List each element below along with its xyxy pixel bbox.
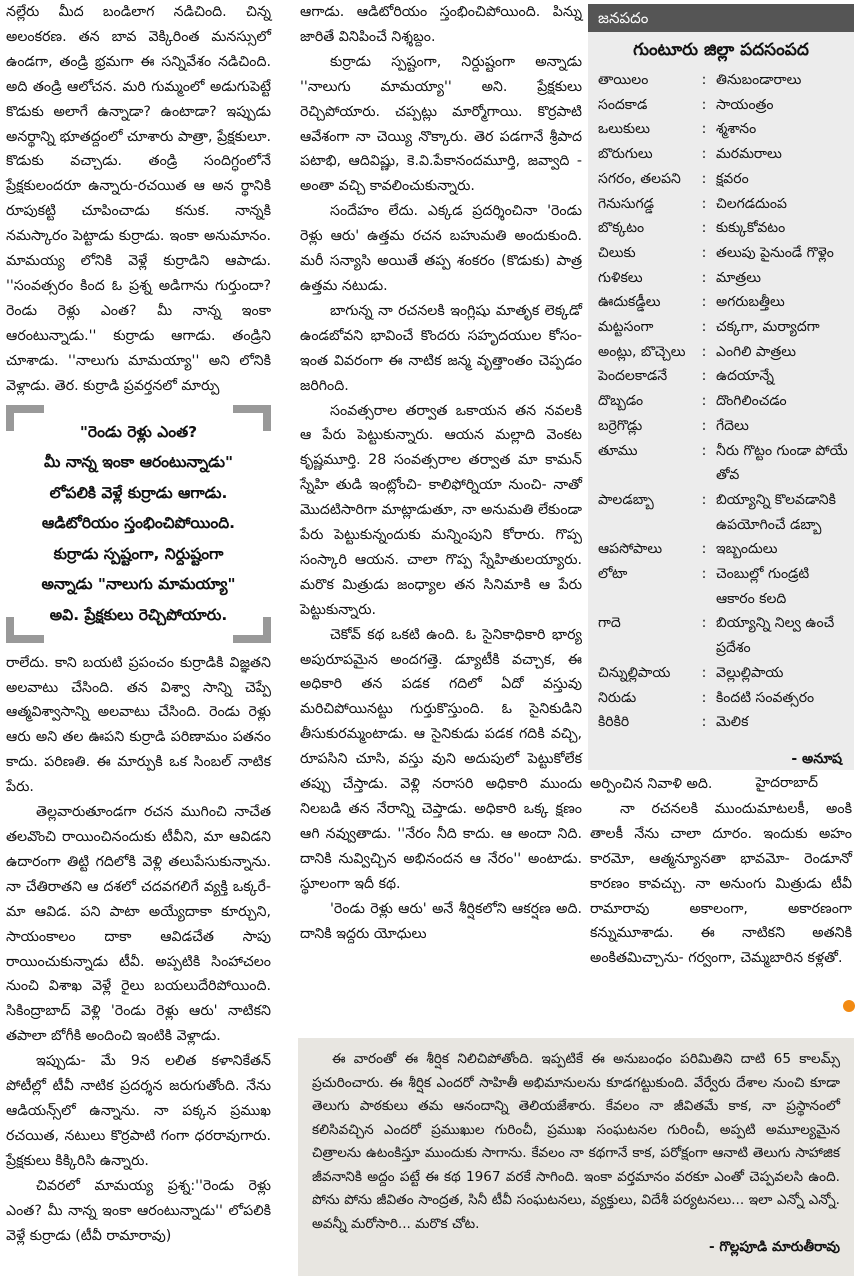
glossary-colon: : — [701, 294, 707, 311]
glossary-term: చిలుకు — [598, 244, 636, 261]
glossary-colon: : — [701, 714, 707, 731]
quote-corner-decoration — [233, 405, 271, 431]
glossary-colon: : — [701, 393, 707, 410]
glossary-row — [588, 241, 854, 266]
notice-author: - గొల్లపూడి మారుతీరావు — [709, 1239, 840, 1255]
glossary-meaning: బియ్యాన్ని కొలవడానికి ఉపయోగించే డబ్బా — [716, 491, 836, 533]
glossary-term: గుళికలు — [598, 269, 643, 286]
glossary-term: కిరికిరి — [598, 714, 630, 731]
glossary-meaning: క్షవరం — [716, 170, 749, 187]
glossary-meaning: ఇబ్బందులు — [716, 541, 778, 558]
article-column-2 — [300, 0, 582, 946]
quote-corner-decoration — [6, 617, 44, 643]
glossary-row — [588, 340, 854, 365]
glossary-colon: : — [701, 170, 707, 187]
glossary-signature: - అనూష — [791, 750, 842, 767]
glossary-colon: : — [701, 220, 707, 237]
glossary-place: హైదరాబాద్ — [755, 774, 818, 791]
glossary-term: లోటా — [598, 566, 628, 583]
glossary-colon: : — [701, 343, 707, 360]
glossary-term: పాలడబ్బా — [598, 491, 654, 508]
paragraph: సందేహం లేదు. ఎక్కడ ప్రదర్శించినా 'రెండు రెళ్లు ఆరు' ఉత్తమ రచన బహుమతి అందుకుంది. మరీ సన్యాసి అయితే తప్ప శంకరం (కొడుకు) పాత్ర ఉత్తమ నటుడు. — [300, 203, 582, 294]
glossary-colon: : — [701, 566, 707, 583]
glossary-colon: : — [701, 319, 707, 336]
glossary-heading: గుంటూరు జిల్లా పదసంపద — [633, 40, 809, 60]
glossary-row — [588, 488, 854, 537]
glossary-row — [588, 142, 854, 167]
glossary-meaning: చక్కగా, మర్యాదగా — [716, 319, 820, 336]
glossary-row — [588, 192, 854, 217]
glossary-term: మట్టసంగా — [598, 319, 654, 336]
glossary-row — [588, 389, 854, 414]
glossary-colon: : — [701, 269, 707, 286]
glossary-colon: : — [701, 664, 707, 681]
glossary-row — [588, 93, 854, 118]
paragraph: చెకోవ్ కథ ఒకటి ఉంది. ఓ సైనికాధికారి భార్య అపురూపమైన అందగత్తె. డ్యూటీకి వచ్చాక, ఈ అధికారి తన పడక గదిలో ఏదో వస్తువు మరిచిపోయినట్టు గుర్తుకొస్తుంది. ఓ సైనికుడిని తీసుకురమ్మంటాడు. ఆ సైనికుడు పడక గదికి వచ్చి, రూపసిని చూసి, వస్తు వుని అదుపులో పెట్టుకోలేక తప్పు చేస్తాడు. వెళ్లి నరాసరి అధికారి ముందు నిలబడి తన నేరాన్ని చెప్తాడు. అధికారి ఒక్క క్షణం ఆగి నవ్వుతాడు. ''నేరం నీది కాదు. ఆ అందా నిది. దానికి నువ్విచ్చిన అభినందన ఆ నేరం'' అంటాడు. స్థూలంగా ఇదీ కథ. — [300, 626, 582, 892]
glossary-term: అంట్లు, బొచ్చెలు — [598, 343, 686, 360]
pull-quote-line: లోపలికి వెళ్లే కుర్రాడు ఆగాడు. — [49, 483, 228, 502]
glossary-meaning: తినుబండారాలు — [716, 72, 802, 88]
section-tag: జనపదం — [588, 4, 854, 32]
paragraph: ఆగాడు. ఆడిటోరియం స్తంభించిపోయింది. పిన్ను జారితే వినిపించే నిశ్శబ్దం. — [300, 4, 582, 45]
pull-quote-line: అన్నాడు "నాలుగు మామయ్యా" — [41, 575, 236, 594]
glossary-term: తాయిలం — [598, 72, 649, 88]
glossary-colon: : — [701, 615, 707, 632]
glossary-meaning: ఉదయాన్నే — [716, 368, 774, 385]
glossary-meaning: అగరుబత్తీలు — [716, 294, 785, 311]
glossary-row — [588, 364, 854, 389]
glossary-term: ఒలుకులు — [598, 121, 650, 138]
column-closing-notice — [298, 1038, 854, 1276]
glossary-meaning: మరమరాలు — [716, 146, 782, 163]
paragraph: 'రెండు రెళ్లు ఆరు' అనే శీర్షికలోని ఆకర్షణ అది. దానికి ఇద్దరు యోధులు — [300, 900, 582, 942]
glossary-row — [588, 439, 854, 488]
glossary-row — [588, 710, 854, 735]
glossary-term: గెనుసుగడ్డ — [598, 195, 655, 212]
glossary-row — [588, 266, 854, 291]
paragraph: సంవత్సరాల తర్వాత ఒకాయన తన నవలకి ఆ పేరు పెట్టుకున్నారు. ఆయన మల్లాది వెంకట కృష్ణమూర్తి. 28 సంవత్సరాల తర్వాత మా కామన్ స్నేహి తుడి ఇంట్లోంచి- కాలిఫోర్నియా నుంచి- నాతో మొదటిసారిగా మాట్లాడుతూ, నా అనుమతి లేకుండా పేరు పెట్టుకున్నందుకు మన్నింపుని కోరారు. గొప్ప సంస్కారి ఆయన. చాలా గొప్ప స్నేహితులయ్యారు. మరొక మిత్రుడు జంధ్యాల తన సినిమాకి ఆ పేరు పెట్టుకున్నారు. — [300, 402, 582, 618]
paragraph: కుర్రాడు స్పష్టంగా, నిర్దుష్టంగా అన్నాడు ''నాలుగు మామయ్యా'' అని. ప్రేక్షకులు రెచ్చిపోయారు. చప్పట్లు మార్మోగాయి. కొర్రపాటి ఆవేశంగా నా చెయ్యి నొక్కారు. తెర పడగానే శ్రీపాద పటాభి, ఆదివిష్ణు, కె.వి.పేకానందమూర్తి, జవ్వాది - అంతా వచ్చి కావలించుకున్నారు. — [300, 53, 582, 195]
glossary-meaning: వెల్లుల్లిపాయ — [716, 664, 784, 681]
paragraph: నా రచనలకి ముందుమాటలకీ, అంకి తాలకీ నేను చాలా దూరం. ఇందుకు అహం కారమో, ఆత్మన్యూనతా భావమో- రెండూనో కారణం కావచ్చు. నా అనుంగు మిత్రుడు టీవీ రామారావు అకాలంగా, అకారణంగా కన్నుమూశాడు. ఈ నాటికని అతనికి అంకితమిచ్చాను- గర్వంగా, చెమ్మబారిన కళ్లతో. — [590, 800, 852, 967]
glossary-meaning: శ్మశానం — [716, 121, 757, 138]
glossary-term: బొరుగులు — [598, 146, 653, 163]
glossary-colon: : — [701, 72, 707, 88]
pull-quote-line: ఆడిటోరియం స్తంభించిపోయింది. — [41, 514, 236, 533]
glossary-term: సగరం, తలపని — [598, 170, 681, 187]
glossary-row — [588, 216, 854, 241]
glossary-row — [588, 661, 854, 686]
glossary-row — [588, 117, 854, 142]
glossary-row — [588, 686, 854, 711]
glossary-term: బొక్కటం — [598, 220, 645, 237]
glossary-colon: : — [701, 244, 707, 261]
article-column-1 — [6, 0, 271, 1248]
glossary-meaning: దొంగిలించడం — [716, 393, 787, 410]
glossary-row — [588, 562, 854, 611]
glossary-row — [588, 414, 854, 439]
glossary-colon: : — [701, 442, 707, 459]
glossary-table — [588, 68, 854, 735]
glossary-row — [588, 290, 854, 315]
paragraph: చివరలో మామయ్య ప్రశ్న:''రెండు రెళ్లు ఎంత? మీ నాన్న ఇంకా ఆరంటున్నాడు'' లోపలికి వెళ్లే కుర్రాడు (టీవీ రామారావు) — [6, 1177, 271, 1244]
paragraph: ఇప్పుడు- మే 9న లలిత కళానికేతన్ పోటీల్లో టీవీ నాటిక ప్రదర్శన జరుగుతోంది. నేను ఆడియన్స్‌లో ఉన్నాను. నా పక్కన ప్రముఖ రచయిత, నటులు కొర్రపాటి గంగా ధరరావుగారు. ప్రేక్షకులు కిక్కిరిసి ఉన్నారు. — [6, 1053, 271, 1169]
paragraph: బాగున్న నా రచనలకి ఇంగ్లిషు మాతృక లెక్కడో ఉండబోవని భావించే కొందరు సహృదయుల కోసం- ఇంత వివరంగా ఈ నాటిక జన్మ వృత్తాంతం చెప్పడం జరిగింది. — [300, 302, 582, 394]
glossary-colon: : — [701, 146, 707, 163]
glossary-meaning: నీరు గొట్టం గుండా పోయే తోవ — [716, 442, 848, 484]
article-column-3 — [590, 772, 852, 971]
glossary-row — [588, 611, 854, 660]
paragraph: అర్పించిన నివాళి అది. — [590, 776, 713, 792]
notice-text: ఈ వారంతో ఈ శీర్షిక నిలిచిపోతోంది. ఇప్పటికే ఈ అనుబంధం పరిమితిని దాటి 65 కాలమ్స్ ప్రచురించారు. ఈ శీర్షిక ఎందరో సాహితీ అభిమానులను కూడగట్టుకుంది. వేర్వేరు దేశాల నుంచి కూడా తెలుగు పాఠకులు తమ ఆనందాన్ని తెలియజేశారు. కేవలం నా జీవితమే కాక, నా ప్రస్థానంలో కలిసివచ్చిన ఎందరో ప్రముఖుల గురించీ, ప్రముఖ సంఘటనల గురించీ, అప్పటి అమూల్యమైన చిత్రాలను ఉటంకిస్తూ ముందుకు సాగాను. కేవలం నా కథగానే కాక, పరోక్షంగా ఆనాటి తెలుగు సాహాజిక జీవనానికి అద్దం పట్టే ఈ కథ 1967 వరకే సాగింది. ఇంకా వర్తమానం వరకూ ఎంతో చెప్పవలసి ఉంది. పోను పోను జీవితం సాంద్రత, సినీ టీవీ సంఘటనలు, వ్యక్తులు, విదేశీ పర్యటనలు... ఇలా ఎన్నో ఎన్నో. అవన్నీ మరోసారి... మరొక చోట. — [312, 1051, 840, 1232]
glossary-meaning: సాయంత్రం — [716, 96, 774, 113]
glossary-meaning: చెంబుల్లో గుండ్రటి ఆకారం కలది — [716, 566, 810, 607]
glossary-meaning: కుక్కుకోవటం — [716, 220, 786, 237]
glossary-meaning: మెలిక — [716, 714, 749, 731]
end-bullet-icon — [843, 1000, 855, 1012]
pull-quote-line: అవి. ప్రేక్షకులు రెచ్చిపోయారు. — [49, 606, 228, 625]
glossary-meaning: తలుపు పైనుండే గొళ్లెం — [716, 244, 834, 261]
glossary-colon: : — [701, 491, 707, 508]
glossary-colon: : — [701, 417, 707, 434]
glossary-colon: : — [701, 195, 707, 212]
paragraph: తెల్లవారుతూండగా రచన ముగించి నాచేత తలవొంచి రాయించినందుకు టీవీని, మా ఆవిడని ఉదారంగా తిట్టి గదిలోకి వెళ్లి తలుపేసుకున్నాను. నా చేతిరాతని ఆ దశలో చదవగలిగే వ్యక్తి ఒక్కరే-మా ఆవిడ. పని పాటా అయ్యేదాకా కూర్చుని, సాయంకాలం దాకా ఆవిడచేత సాపు రాయించుకున్నాడు టీవీ. అప్పటికి సింహాచలం నుంచి విశాఖ వెళ్లే రైలు బయలుదేరిపోయింది. సికింద్రాబాద్ వెళ్లి 'రెండు రెళ్లు ఆరు' నాటికని తపాలా బోగీకి అందించి ఇంటికి వెళ్లాడు. — [6, 804, 271, 1045]
glossary-row — [588, 68, 854, 93]
glossary-term: పెందలకాడనే — [598, 368, 668, 385]
glossary-colon: : — [701, 689, 707, 706]
glossary-term: సందకాడ — [598, 96, 648, 113]
glossary-row — [588, 315, 854, 340]
glossary-row — [588, 167, 854, 192]
glossary-term: నిరుడు — [598, 689, 637, 706]
glossary-term: బర్రెగొడ్లు — [598, 417, 643, 434]
pull-quote — [6, 405, 271, 643]
glossary-colon: : — [701, 368, 707, 385]
pull-quote-line: కుర్రాడు స్పష్టంగా, నిర్దుష్టంగా — [53, 544, 224, 563]
glossary-term: గాదె — [598, 615, 621, 632]
glossary-colon: : — [701, 121, 707, 138]
paragraph: రాలేదు. కాని బయటి ప్రపంచం కుర్రాడికి విజ్ఞతని అలవాటు చేసింది. తన విశ్వా సాన్ని చెప్పే ఆత్మవిశ్వాసాన్ని అలవాటు చేసింది. రెండు రెళ్లు ఆరు అని తల ఊపని కుర్రాడి పరిణామం పతనం కాదు. పరిణతి. ఈ మార్పుకి ఒక సింబల్ నాటిక పేరు. — [6, 654, 271, 796]
glossary-row — [588, 537, 854, 562]
glossary-term: ఆపసోపాలు — [598, 541, 663, 558]
glossary-meaning: బియ్యాన్ని నిల్వ ఉంచే ప్రదేశం — [716, 615, 835, 657]
quote-corner-decoration — [6, 405, 44, 431]
glossary-term: దొబ్బడం — [598, 393, 644, 410]
glossary-term: ఊదుకడ్డీలు — [598, 294, 661, 311]
glossary-meaning: ఎంగిలి పాత్రలు — [716, 343, 797, 360]
glossary-meaning: చిలగడదుంప — [716, 195, 787, 212]
glossary-term: తూము — [598, 442, 638, 459]
glossary-colon: : — [701, 541, 707, 558]
glossary-term: చిన్నుల్లిపాయ — [598, 664, 671, 681]
glossary-colon: : — [701, 96, 707, 113]
pull-quote-line: "రెండు రెళ్లు ఎంత? — [79, 422, 198, 441]
paragraph: నల్లేరు మీద బండిలాగ నడిచింది. చిన్న అలంకరణ. తన బావ వెక్కిరింత మనస్సులో ఉండగా, తండ్రి భ్రమగా ఈ సన్నివేశం నడిచింది. అది తండ్రి ఆలోచన. మరి గుమ్మంలో అడుగుపెట్టే కొడుకు అలాగే ఉన్నాడా? ఉంటాడా? ఇప్పుడు అనర్థాన్ని భూతద్దంలో చూశారు పాత్రా, ప్రేక్షకులూ. కొడుకు వచ్చాడు. తండ్రి సందిగ్ధంలోనే ప్రేక్షకులందరూ ఉన్నారు-రచయిత ఆ అన ర్థానికి రూపుకట్టి చూపించాడు కనుక. నాన్నకి నమస్కారం పెట్టాడు కుర్రాడు. ఇంకా అనుమానం. మామయ్య లోనికి వెళ్లే కుర్రాడిని ఆపాడు. ''సంవత్సరం కింద ఓ ప్రశ్న అడిగాను గుర్తుందా? రెండు రెళ్లు ఎంత? మీ నాన్న ఇంకా ఆరంటున్నాడు.'' కుర్రాడు ఆగాడు. తండ్రిని చూశాడు. ''నాలుగు మామయ్యా'' అని లోనికి వెళ్లాడు. తెర. కుర్రాడి ప్రవర్తనలో మార్పు — [6, 4, 271, 394]
glossary-meaning: కిందటి సంవత్సరం — [716, 689, 815, 706]
glossary-meaning: మాత్రలు — [716, 269, 761, 286]
quote-corner-decoration — [233, 617, 271, 643]
pull-quote-line: మీ నాన్న ఇంకా ఆరంటున్నాడు" — [43, 453, 234, 472]
glossary-meaning: గేదెలు — [716, 417, 749, 434]
